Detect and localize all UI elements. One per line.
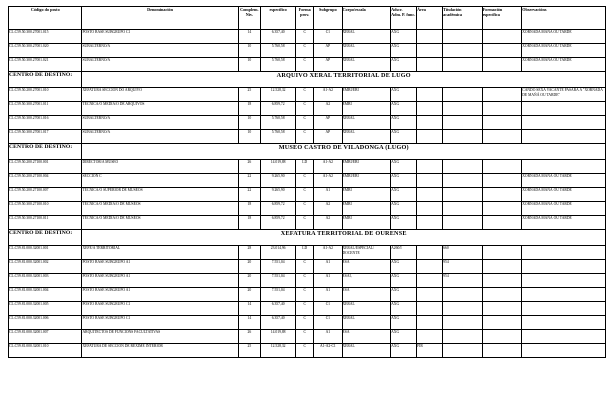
cell-forma: LD bbox=[296, 160, 314, 174]
cell-observacions bbox=[522, 102, 606, 116]
cell-codigo: CL.C59.50.200.27001.010 bbox=[9, 88, 82, 102]
cell-nivel: 26 bbox=[238, 330, 261, 344]
table-row bbox=[9, 274, 606, 288]
cell-formacion bbox=[482, 130, 522, 144]
cell-codigo: CL.C59.81.000.32001.003 bbox=[9, 274, 82, 288]
cell-observacions: XORNADA MAÑA OU TARDE bbox=[522, 30, 606, 44]
cell-codigo: CL.C59.50.300.27001.017 bbox=[9, 130, 82, 144]
cell-corpo: XERAL/ESPECIAL/ DOCENTE bbox=[342, 246, 391, 260]
cell-denominacion: POSTO BASE SUBGRUPO A1 bbox=[82, 288, 238, 302]
cell-codigo: CL.C59.50.300.27001.020 bbox=[9, 44, 82, 58]
cell-forma: C bbox=[296, 274, 314, 288]
cell-corpo: XERAL bbox=[342, 316, 391, 330]
cell-nivel: 26 bbox=[238, 160, 261, 174]
cell-area bbox=[417, 58, 443, 72]
cell-titulacion bbox=[443, 44, 483, 58]
cell-forma: C bbox=[296, 88, 314, 102]
cell-area bbox=[417, 202, 443, 216]
cell-nivel: 18 bbox=[238, 216, 261, 230]
cell-observacions: XORNADA MAÑA OU TARDE bbox=[522, 44, 606, 58]
cell-complemento: 14.019,88 bbox=[261, 160, 296, 174]
cell-subgrupo: AP bbox=[314, 58, 342, 72]
cell-denominacion: XEFATURA DE SECCIÓN DE RÉXIME INTERIOR bbox=[82, 344, 238, 358]
cell-corpo: XERAL bbox=[342, 344, 391, 358]
cell-denominacion: TÉCNICA/O MEDIA/O DE ARQUIVOS bbox=[82, 102, 238, 116]
table-header bbox=[9, 7, 606, 30]
cell-adscricion: AXG bbox=[391, 330, 417, 344]
cell-subgrupo: AP bbox=[314, 116, 342, 130]
cell-corpo: ESA bbox=[342, 330, 391, 344]
center-destination-name: MUSEO CASTRO DE VILADONGA (LUGO) bbox=[82, 144, 606, 160]
cell-titulacion bbox=[443, 102, 483, 116]
table-row bbox=[9, 344, 606, 358]
cell-formacion bbox=[482, 288, 522, 302]
cell-codigo: CL.C59.50.300.27100.010 bbox=[9, 202, 82, 216]
cell-complemento: 6.859,72 bbox=[261, 102, 296, 116]
cell-adscricion: AXG bbox=[391, 344, 417, 358]
cell-area bbox=[417, 30, 443, 44]
cell-corpo: XERAL bbox=[342, 130, 391, 144]
cell-nivel: 25 bbox=[238, 344, 261, 358]
cell-nivel: 18 bbox=[238, 202, 261, 216]
table-row bbox=[9, 130, 606, 144]
cell-subgrupo: A2 bbox=[314, 216, 342, 230]
cell-formacion bbox=[482, 316, 522, 330]
cell-codigo: CL.C59.50.300.27001.021 bbox=[9, 58, 82, 72]
cell-observacions: XORNADA MAÑÁ OU TARDE bbox=[522, 216, 606, 230]
cell-forma: C bbox=[296, 216, 314, 230]
cell-corpo: ESAI, bbox=[342, 274, 391, 288]
table-row bbox=[9, 88, 606, 102]
cell-subgrupo: A1 bbox=[314, 330, 342, 344]
cell-formacion bbox=[482, 202, 522, 216]
cell-subgrupo: A1 bbox=[314, 260, 342, 274]
cell-observacions bbox=[522, 260, 606, 274]
header-corpo-escala: Corpo/escala bbox=[342, 7, 391, 30]
cell-nivel: 20 bbox=[238, 274, 261, 288]
cell-complemento: 5.760,58 bbox=[261, 116, 296, 130]
cell-codigo: CL.C59.81.000.32001.005 bbox=[9, 302, 82, 316]
cell-codigo: CL.C59.50.300.27001.015 bbox=[9, 30, 82, 44]
cell-adscricion: AXG bbox=[391, 202, 417, 216]
cell-observacions: CANDO SEXA VACANTE PASARÁ A "XORNADA DE MAÑÁ OU TARDE" bbox=[522, 88, 606, 102]
cell-complemento: 9.265,90 bbox=[261, 174, 296, 188]
cell-complemento: 12.528,32 bbox=[261, 88, 296, 102]
cell-forma: C bbox=[296, 188, 314, 202]
cell-formacion bbox=[482, 216, 522, 230]
cell-titulacion bbox=[443, 344, 483, 358]
table-row bbox=[9, 174, 606, 188]
cell-titulacion bbox=[443, 116, 483, 130]
cell-titulacion bbox=[443, 174, 483, 188]
cell-observacions: XORNADA MAÑÁ OU TARDE bbox=[522, 202, 606, 216]
cell-subgrupo: A1 bbox=[314, 188, 342, 202]
cell-denominacion: POSTO BASE SUBGRUPO A1 bbox=[82, 274, 238, 288]
cell-area bbox=[417, 130, 443, 144]
cell-forma: C bbox=[296, 44, 314, 58]
cell-adscricion: AXG bbox=[391, 288, 417, 302]
cell-subgrupo: C1 bbox=[314, 316, 342, 330]
cell-titulacion: 954 bbox=[443, 260, 483, 274]
cell-area bbox=[417, 160, 443, 174]
cell-codigo: CL.C59.81.000.32001.004 bbox=[9, 288, 82, 302]
cell-subgrupo: A1 bbox=[314, 288, 342, 302]
cell-corpo: EMBI/EBI bbox=[342, 174, 391, 188]
cell-observacions: XORNADA MAÑA OU TARDE bbox=[522, 58, 606, 72]
cell-codigo: CL.C59.81.000.32001.006 bbox=[9, 316, 82, 330]
cell-codigo: CL.C59.50.200.27100.007 bbox=[9, 188, 82, 202]
cell-adscricion: AXG bbox=[391, 44, 417, 58]
center-destination-name: XEFATURA TERRITORIAL DE OURENSE bbox=[82, 230, 606, 246]
cell-complemento: 12.528,32 bbox=[261, 344, 296, 358]
cell-adscricion: AXG bbox=[391, 188, 417, 202]
cell-nivel: 10 bbox=[238, 44, 261, 58]
header-adscricion: Adscr. Adm. P. func. bbox=[391, 7, 417, 30]
cell-corpo: ESA bbox=[342, 260, 391, 274]
job-positions-table bbox=[8, 6, 606, 358]
header-forma-prov: Forma prov. bbox=[296, 7, 314, 30]
cell-subgrupo: A2 bbox=[314, 202, 342, 216]
cell-titulacion bbox=[443, 202, 483, 216]
cell-formacion bbox=[482, 188, 522, 202]
cell-forma: C bbox=[296, 288, 314, 302]
cell-formacion bbox=[482, 116, 522, 130]
cell-titulacion bbox=[443, 316, 483, 330]
cell-subgrupo: AP bbox=[314, 44, 342, 58]
header-denominacion: Denominación bbox=[82, 7, 238, 30]
table-row bbox=[9, 316, 606, 330]
cell-denominacion: POSTO BASE SUBGRUPO C1 bbox=[82, 30, 238, 44]
cell-complemento: 23.014,96 bbox=[261, 246, 296, 260]
cell-area: FIR bbox=[417, 344, 443, 358]
cell-adscricion: A260/I bbox=[391, 246, 417, 260]
cell-subgrupo: A1-A2-C1 bbox=[314, 344, 342, 358]
cell-codigo: CL.C59.50.300.27001.016 bbox=[9, 116, 82, 130]
cell-forma: C bbox=[296, 260, 314, 274]
cell-titulacion bbox=[443, 216, 483, 230]
table-row bbox=[9, 302, 606, 316]
cell-titulacion bbox=[443, 288, 483, 302]
cell-complemento: 6.859,72 bbox=[261, 202, 296, 216]
header-titulacion: Titulación académica bbox=[443, 7, 483, 30]
cell-complemento: 6.357,40 bbox=[261, 302, 296, 316]
cell-forma: C bbox=[296, 174, 314, 188]
cell-adscricion: AXG bbox=[391, 274, 417, 288]
cell-formacion bbox=[482, 102, 522, 116]
cell-corpo: XERAL bbox=[342, 30, 391, 44]
cell-codigo: CL.C59.81.000.32001.007 bbox=[9, 330, 82, 344]
table-row bbox=[9, 116, 606, 130]
cell-nivel: 25 bbox=[238, 88, 261, 102]
cell-denominacion: SUBALTERNO/A bbox=[82, 130, 238, 144]
table-row bbox=[9, 58, 606, 72]
cell-denominacion: POSTO BASE SUBGRUPO A1 bbox=[82, 260, 238, 274]
cell-nivel: 10 bbox=[238, 130, 261, 144]
cell-observacions bbox=[522, 344, 606, 358]
table-row bbox=[9, 160, 606, 174]
cell-formacion bbox=[482, 88, 522, 102]
center-destination-row bbox=[9, 72, 606, 88]
cell-titulacion bbox=[443, 188, 483, 202]
cell-subgrupo: A1-A2 bbox=[314, 160, 342, 174]
cell-nivel: 20 bbox=[238, 288, 261, 302]
table-row bbox=[9, 260, 606, 274]
cell-nivel: 14 bbox=[238, 316, 261, 330]
cell-observacions bbox=[522, 330, 606, 344]
center-destination-label: CENTRO DE DESTINO: bbox=[9, 230, 82, 246]
cell-codigo: CL.C59.50.300.27100.011 bbox=[9, 216, 82, 230]
cell-area bbox=[417, 316, 443, 330]
cell-forma: C bbox=[296, 330, 314, 344]
cell-formacion bbox=[482, 44, 522, 58]
table-row bbox=[9, 102, 606, 116]
table-row bbox=[9, 246, 606, 260]
cell-area bbox=[417, 260, 443, 274]
table-row bbox=[9, 216, 606, 230]
cell-nivel: 20 bbox=[238, 260, 261, 274]
cell-nivel: 10 bbox=[238, 58, 261, 72]
cell-denominacion: TÉCNICA/O SUPERIOR DE MUSEOS bbox=[82, 188, 238, 202]
table-row bbox=[9, 188, 606, 202]
cell-area bbox=[417, 246, 443, 260]
center-destination-label: CENTRO DE DESTINO: bbox=[9, 72, 82, 88]
cell-adscricion: AXG bbox=[391, 174, 417, 188]
cell-denominacion: SUBALTERNO/A bbox=[82, 116, 238, 130]
table-row bbox=[9, 288, 606, 302]
cell-corpo: EMBI bbox=[342, 202, 391, 216]
cell-forma: C bbox=[296, 202, 314, 216]
cell-observacions bbox=[522, 302, 606, 316]
cell-titulacion bbox=[443, 330, 483, 344]
cell-corpo: XERAL bbox=[342, 116, 391, 130]
header-subgrupo: Subgrupo bbox=[314, 7, 342, 30]
cell-corpo: EMBI/EBI bbox=[342, 88, 391, 102]
cell-observacions bbox=[522, 288, 606, 302]
cell-adscricion: AXG bbox=[391, 302, 417, 316]
cell-titulacion bbox=[443, 160, 483, 174]
cell-observacions bbox=[522, 130, 606, 144]
cell-area bbox=[417, 274, 443, 288]
cell-forma: C bbox=[296, 116, 314, 130]
cell-titulacion bbox=[443, 88, 483, 102]
cell-corpo: EMBI bbox=[342, 102, 391, 116]
cell-nivel: 10 bbox=[238, 116, 261, 130]
cell-complemento: 5.760,58 bbox=[261, 130, 296, 144]
cell-forma: C bbox=[296, 302, 314, 316]
table-row bbox=[9, 202, 606, 216]
cell-denominacion: POSTO BASE SUBGRUPO C1 bbox=[82, 302, 238, 316]
cell-titulacion bbox=[443, 130, 483, 144]
cell-area bbox=[417, 302, 443, 316]
cell-subgrupo: C1 bbox=[314, 302, 342, 316]
cell-formacion bbox=[482, 274, 522, 288]
header-especifico: específico bbox=[261, 7, 296, 30]
cell-forma: C bbox=[296, 58, 314, 72]
cell-denominacion: TÉCNICA/O MEDIA/O DE MUSEOS bbox=[82, 216, 238, 230]
cell-denominacion: XEFE/A TERRITORIAL bbox=[82, 246, 238, 260]
cell-forma: C bbox=[296, 316, 314, 330]
cell-corpo: XERAL bbox=[342, 44, 391, 58]
cell-denominacion: TÉCNICA/O MEDIA/O DE MUSEOS bbox=[82, 202, 238, 216]
cell-complemento: 5.760,58 bbox=[261, 58, 296, 72]
center-destination-row bbox=[9, 144, 606, 160]
cell-complemento: 7.551,04 bbox=[261, 260, 296, 274]
cell-adscricion: AXG bbox=[391, 88, 417, 102]
table-row bbox=[9, 330, 606, 344]
cell-complemento: 6.357,40 bbox=[261, 316, 296, 330]
cell-observacions: XORNADA MAÑÁ OU TARDE bbox=[522, 188, 606, 202]
cell-forma: C bbox=[296, 130, 314, 144]
table-row bbox=[9, 30, 606, 44]
cell-adscricion: AXG bbox=[391, 316, 417, 330]
header-observacions: Observacións bbox=[522, 7, 606, 30]
cell-area bbox=[417, 102, 443, 116]
cell-complemento: 7.551,04 bbox=[261, 288, 296, 302]
cell-adscricion: AXG bbox=[391, 116, 417, 130]
cell-area bbox=[417, 174, 443, 188]
header-area: Área bbox=[417, 7, 443, 30]
cell-formacion bbox=[482, 58, 522, 72]
cell-corpo: EMBI bbox=[342, 216, 391, 230]
cell-nivel: 14 bbox=[238, 30, 261, 44]
cell-observacions bbox=[522, 274, 606, 288]
header-formacion: Formación específica bbox=[482, 7, 522, 30]
cell-adscricion: AXG bbox=[391, 58, 417, 72]
cell-denominacion: DIRECTOR/A MUSEO bbox=[82, 160, 238, 174]
cell-formacion bbox=[482, 160, 522, 174]
cell-observacions bbox=[522, 316, 606, 330]
center-destination-label: CENTRO DE DESTINO: bbox=[9, 144, 82, 160]
cell-formacion bbox=[482, 30, 522, 44]
cell-corpo: XERAL bbox=[342, 302, 391, 316]
cell-subgrupo: C1 bbox=[314, 30, 342, 44]
cell-nivel: 22 bbox=[238, 188, 261, 202]
table-row bbox=[9, 44, 606, 58]
cell-formacion bbox=[482, 260, 522, 274]
cell-denominacion: XEFATURA SECCIÓN DO ARQUIVO bbox=[82, 88, 238, 102]
cell-formacion bbox=[482, 330, 522, 344]
cell-adscricion: AXG bbox=[391, 160, 417, 174]
cell-observacions: XORNADA MAÑÁ OU TARDE bbox=[522, 174, 606, 188]
cell-complemento: 6.357,40 bbox=[261, 30, 296, 44]
cell-titulacion: 954 bbox=[443, 274, 483, 288]
cell-nivel: 18 bbox=[238, 102, 261, 116]
center-destination-name: ARQUIVO XERAL TERRITORIAL DE LUGO bbox=[82, 72, 606, 88]
cell-forma: C bbox=[296, 344, 314, 358]
cell-adscricion: AXG bbox=[391, 130, 417, 144]
cell-codigo: CL.C59.81.000.32001.001 bbox=[9, 246, 82, 260]
cell-subgrupo: A1-A2 bbox=[314, 88, 342, 102]
cell-subgrupo: A1 bbox=[314, 274, 342, 288]
cell-codigo: CL.C59.81.000.32001.010 bbox=[9, 344, 82, 358]
cell-formacion bbox=[482, 174, 522, 188]
cell-codigo: CL.C59.81.000.32001.002 bbox=[9, 260, 82, 274]
table-body bbox=[9, 30, 606, 358]
cell-denominacion: POSTO BASE SUBGRUPO C1 bbox=[82, 316, 238, 330]
cell-formacion bbox=[482, 344, 522, 358]
cell-observacions bbox=[522, 246, 606, 260]
cell-nivel: 14 bbox=[238, 302, 261, 316]
cell-adscricion: AXG bbox=[391, 260, 417, 274]
cell-denominacion: SUBALTERNO/A bbox=[82, 44, 238, 58]
cell-subgrupo: A1-A2 bbox=[314, 174, 342, 188]
cell-area bbox=[417, 188, 443, 202]
cell-subgrupo: AP bbox=[314, 130, 342, 144]
cell-area bbox=[417, 88, 443, 102]
cell-titulacion bbox=[443, 58, 483, 72]
cell-denominacion: ARQUITECTOS DE FUNCIONS FACULTATIVAS bbox=[82, 330, 238, 344]
cell-area bbox=[417, 44, 443, 58]
cell-adscricion: AXG bbox=[391, 102, 417, 116]
cell-observacions bbox=[522, 160, 606, 174]
cell-complemento: 9.265,90 bbox=[261, 188, 296, 202]
cell-subgrupo: A1-A2 bbox=[314, 246, 342, 260]
cell-area bbox=[417, 116, 443, 130]
cell-formacion bbox=[482, 246, 522, 260]
header-codigo: Código do posto bbox=[9, 7, 82, 30]
cell-adscricion: AXG bbox=[391, 216, 417, 230]
center-destination-row bbox=[9, 230, 606, 246]
cell-nivel: 22 bbox=[238, 174, 261, 188]
cell-complemento: 7.551,04 bbox=[261, 274, 296, 288]
cell-area bbox=[417, 216, 443, 230]
cell-forma: C bbox=[296, 102, 314, 116]
header-complemento-nivel: Complem. Niv. bbox=[238, 7, 261, 30]
cell-nivel: 28 bbox=[238, 246, 261, 260]
cell-formacion bbox=[482, 302, 522, 316]
cell-complemento: 14.019,88 bbox=[261, 330, 296, 344]
cell-corpo: EMBI bbox=[342, 188, 391, 202]
cell-complemento: 6.859,72 bbox=[261, 216, 296, 230]
cell-adscricion: AXG bbox=[391, 30, 417, 44]
cell-denominacion: SUBALTERNO/A bbox=[82, 58, 238, 72]
cell-area bbox=[417, 288, 443, 302]
cell-corpo: XERAL bbox=[342, 58, 391, 72]
cell-denominacion: SECCIÓN C bbox=[82, 174, 238, 188]
cell-subgrupo: A2 bbox=[314, 102, 342, 116]
cell-corpo: ESA bbox=[342, 288, 391, 302]
cell-titulacion bbox=[443, 30, 483, 44]
cell-forma: LD bbox=[296, 246, 314, 260]
cell-titulacion: 660 bbox=[443, 246, 483, 260]
cell-observacions bbox=[522, 116, 606, 130]
cell-complemento: 5.760,58 bbox=[261, 44, 296, 58]
cell-corpo: EMBI/EBI bbox=[342, 160, 391, 174]
cell-codigo: CL.C59.50.200.27100.001 bbox=[9, 160, 82, 174]
cell-titulacion bbox=[443, 302, 483, 316]
table-header-row bbox=[9, 7, 606, 30]
cell-area bbox=[417, 330, 443, 344]
cell-codigo: CL.C59.50.200.27100.004 bbox=[9, 174, 82, 188]
cell-forma: C bbox=[296, 30, 314, 44]
cell-codigo: CL.C59.50.300.27001.011 bbox=[9, 102, 82, 116]
